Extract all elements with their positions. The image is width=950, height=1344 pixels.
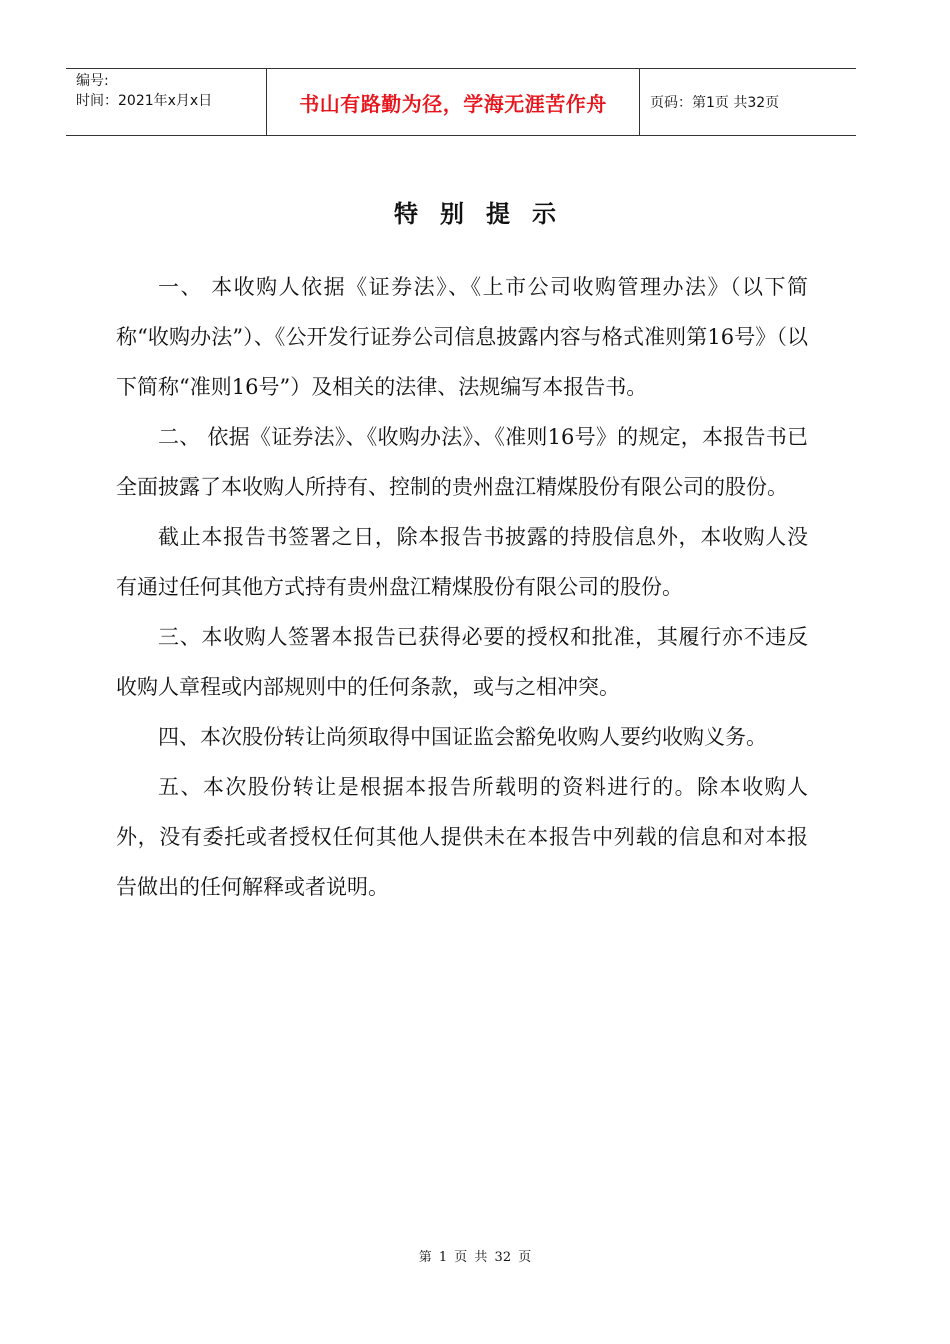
paragraph-5: 四、本次股份转让尚须取得中国证监会豁免收购人要约收购义务。 [158,725,767,749]
header-page-info: 页码：第1页 共32页 [650,95,780,111]
time-label: 时间：2021年x月x日 [76,93,213,109]
document-title: 特别提示 [394,200,578,228]
paragraph-3: 截止本报告书签署之日，除本报告书披露的持股信息外，本收购人没有通过任何其他方式持有贵州盘江精煤股份有限公司的股份。 [116,525,808,599]
paragraph-2: 二、 依据《证券法》、《收购办法》、《准则16号》的规定，本报告书已全面披露了本收购人所持有、控制的贵州盘江精煤股份有限公司的股份。 [116,425,808,499]
document-body [116,262,808,912]
page-footer: 第 1 页 共 32 页 [418,1250,532,1265]
header-table [66,68,856,136]
paragraph-6: 五、本次股份转让是根据本报告所载明的资料进行的。除本收购人外，没有委托或者授权任何其他人提供未在本报告中列载的信息和对本报告做出的任何解释或者说明。 [116,775,808,899]
code-label: 编号: [76,73,109,89]
header-meta-cell [66,69,267,135]
paragraph-1: 一、 本收购人依据《证券法》、《上市公司收购管理办法》（以下简称“收购办法”）、《公开发行证券公司信息披露内容与格式准则第16号》（以下简称“准则16号”）及相关的法律、法规编写本报告书。 [116,275,808,399]
motto-text: 书山有路勤为径，学海无涯苦作舟 [299,91,607,116]
header-page-cell [640,69,856,135]
header-motto-cell [267,69,640,135]
paragraph-4: 三、本收购人签署本报告已获得必要的授权和批准，其履行亦不违反收购人章程或内部规则中的任何条款，或与之相冲突。 [116,625,808,699]
